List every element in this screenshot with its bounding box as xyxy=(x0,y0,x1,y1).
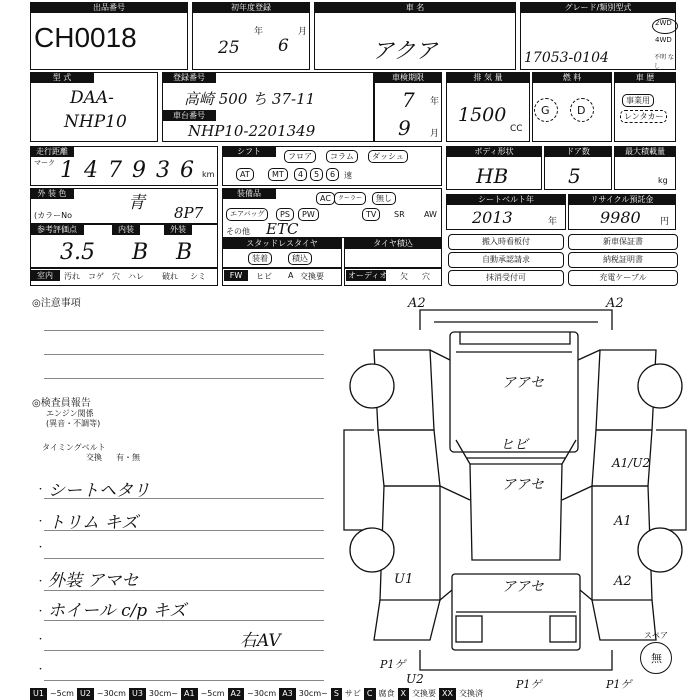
equip-pw: PW xyxy=(298,208,319,221)
grade-label: グレード/類別型式 xyxy=(520,2,676,13)
recycle-unit: 円 xyxy=(660,217,670,227)
shift-column: コラム xyxy=(326,150,358,163)
mark-trunk: アアセ xyxy=(502,579,544,595)
legend-code: U2 xyxy=(77,688,94,700)
drive-2wd-label: 2WD xyxy=(655,19,672,27)
color-code-value: 8P7 xyxy=(174,204,204,222)
audio-missing: 欠 xyxy=(400,272,408,281)
reg-month: 6 xyxy=(278,36,289,56)
color-label: 外 装 色 xyxy=(30,188,74,199)
type-line1: DAA- xyxy=(70,88,114,108)
recycle-label: リサイクル預託金 xyxy=(568,194,676,205)
inspection-month-unit: 月 xyxy=(430,129,440,139)
fw-replace: 交換要 xyxy=(300,272,324,281)
seatbelt-label: シートベルト年 xyxy=(446,194,566,205)
audio-label: オーディオ xyxy=(348,271,388,280)
drive-none-label: 不明 なし xyxy=(654,54,674,70)
legend-code: XX xyxy=(439,688,456,700)
note-item-5: ホイール c/p キズ xyxy=(48,601,187,621)
mark-front-left: A2 xyxy=(408,296,426,311)
legend-code: S xyxy=(331,688,342,700)
note-item-6: 右AV xyxy=(240,631,281,651)
body-value: HB xyxy=(476,164,509,188)
recycle-value: 9980 xyxy=(600,208,641,227)
displacement-unit: CC xyxy=(510,124,523,134)
doc-charge-cable: 充電ケーブル xyxy=(568,270,678,286)
note-item-4: 外装 アマセ xyxy=(48,571,139,591)
legend-text: サビ xyxy=(344,689,361,698)
model-name-label: 車 名 xyxy=(314,2,516,13)
mark-right-door-rear: A1 xyxy=(614,514,632,529)
exterior-label: 外装 xyxy=(164,224,192,235)
note-item-2: トリム キズ xyxy=(48,513,139,533)
mark-hood: アアセ xyxy=(502,375,544,391)
damage-legend xyxy=(30,688,486,700)
mark-rear-bumper-mid: U2 xyxy=(406,672,424,686)
shift-at: AT xyxy=(236,168,254,181)
displacement-label: 排 気 量 xyxy=(446,72,530,83)
inspection-month: 9 xyxy=(398,116,411,140)
report-title: ◎検査員報告 xyxy=(32,398,91,409)
seatbelt-value: 2013 xyxy=(472,208,513,227)
legend-code: C xyxy=(364,688,376,700)
fw-crack: ヒビ xyxy=(256,272,272,281)
shift-5: 5 xyxy=(310,168,323,181)
fw-label: FW xyxy=(224,270,248,281)
mileage-label: 走行距離 xyxy=(30,146,74,157)
stud-loaded: 積込 xyxy=(288,252,312,265)
legend-code: A2 xyxy=(228,688,245,700)
fuel-diesel: D xyxy=(577,104,586,117)
cabin-cond-3: ハレ xyxy=(128,272,144,281)
doc-cancel-accept: 抹消受付可 xyxy=(448,270,564,286)
interior-value: B xyxy=(132,240,149,265)
mark-rear-bumper-right: P1ゲ xyxy=(606,678,632,691)
exterior-value: B xyxy=(176,240,193,265)
timing-options: 有・無 xyxy=(116,453,140,462)
body-label: ボディ形状 xyxy=(446,146,542,157)
lot-number-label: 出品番号 xyxy=(30,2,188,13)
legend-text: 交換済 xyxy=(458,689,483,698)
shift-dash: ダッシュ xyxy=(368,150,408,163)
score-value: 3.5 xyxy=(60,240,95,265)
color-code-label: (カラーNo xyxy=(34,211,72,220)
equip-airbag: エアバッグ xyxy=(226,208,268,221)
mark-rear-bumper-left: P1ゲ xyxy=(380,658,406,671)
inspection-year-unit: 年 xyxy=(430,97,440,107)
shift-mt: MT xyxy=(268,168,288,181)
doc-auto-approval: 自動承認請求 xyxy=(448,252,564,268)
shift-4: 4 xyxy=(294,168,307,181)
legend-text: ~5cm xyxy=(200,689,225,698)
doors-value: 5 xyxy=(568,164,581,188)
timing-sub: 交換 xyxy=(86,453,102,462)
tire-label: タイヤ積込 xyxy=(344,238,442,249)
equip-other-label: その他 xyxy=(226,227,250,236)
equipment-label: 装備品 xyxy=(222,188,276,199)
chassis-value: NHP10-2201349 xyxy=(188,122,316,140)
reg-year: 25 xyxy=(218,38,240,58)
audio-hole: 穴 xyxy=(422,272,430,281)
shift-floor: フロア xyxy=(284,150,316,163)
inspection-label: 車検期限 xyxy=(374,72,442,83)
equip-ac: AC xyxy=(316,192,335,205)
legend-text: 30cm~ xyxy=(298,689,328,698)
legend-text: ~30cm xyxy=(247,689,277,698)
mileage-value: 147936 xyxy=(60,158,204,183)
equip-ps: PS xyxy=(276,208,294,221)
mark-windshield: ヒビ xyxy=(500,437,528,453)
legend-code: U3 xyxy=(129,688,146,700)
shift-speed: 速 xyxy=(344,171,352,180)
type-line2: NHP10 xyxy=(64,112,127,132)
color-value: 青 xyxy=(128,193,145,213)
doc-new-warranty: 新車保証書 xyxy=(568,234,678,250)
bullet-2: ・ xyxy=(36,517,46,527)
plate-label: 登録番号 xyxy=(162,72,216,83)
reg-year-unit: 年 xyxy=(254,27,264,37)
grade-value: 17053-0104 xyxy=(524,50,609,66)
shift-6: 6 xyxy=(326,168,339,181)
seatbelt-unit: 年 xyxy=(548,217,558,227)
usage-commercial: 事業用 xyxy=(622,94,654,107)
bullet-6: ・ xyxy=(36,635,46,645)
score-label: 参考評価点 xyxy=(30,224,84,235)
fuel-label: 燃 料 xyxy=(532,72,612,83)
cabin-label: 室内 xyxy=(30,270,60,281)
legend-code: A3 xyxy=(279,688,296,700)
spare-label: スペア xyxy=(644,631,668,640)
equip-cooler: クーラー xyxy=(334,192,366,205)
fuel-gas: G xyxy=(541,104,550,117)
bullet-3: ・ xyxy=(36,543,46,553)
legend-text: 腐食 xyxy=(378,689,395,698)
cabin-cond-4: 破れ xyxy=(162,272,178,281)
mark-right-door-front: A1/U2 xyxy=(612,456,651,470)
engine-label: エンジン関係 xyxy=(46,409,94,418)
model-name: アクア xyxy=(372,39,438,64)
inspection-year: 7 xyxy=(402,88,415,112)
bullet-7: ・ xyxy=(36,665,46,675)
bullet-5: ・ xyxy=(36,607,46,617)
mileage-sub: マーク xyxy=(34,159,55,167)
capacity-label: 最大積載量 xyxy=(614,146,676,157)
mark-front-right: A2 xyxy=(606,296,624,311)
stud-label: スタッドレスタイヤ xyxy=(222,238,342,249)
mileage-unit: km xyxy=(202,170,215,179)
type-label: 型 式 xyxy=(30,72,94,83)
spare-value: 無 xyxy=(651,652,662,665)
bullet-1: ・ xyxy=(36,485,46,495)
interior-label: 内装 xyxy=(112,224,140,235)
lot-number: CH0018 xyxy=(34,22,137,53)
fw-a: A xyxy=(288,271,294,280)
mark-rear-bumper-center: P1ゲ xyxy=(516,678,542,691)
equip-tv: TV xyxy=(362,208,380,221)
chassis-label: 車台番号 xyxy=(162,110,216,121)
reg-month-unit: 月 xyxy=(298,27,308,37)
mark-right-rear: A2 xyxy=(614,574,632,589)
plate-value: 高崎 500 ち 37-11 xyxy=(184,90,316,108)
cabin-cond-0: 汚れ xyxy=(64,272,80,281)
doc-tax-cert: 納税証明書 xyxy=(568,252,678,268)
equip-sr: SR xyxy=(394,210,405,219)
note-item-1: シートヘタリ xyxy=(48,481,150,501)
bullet-4: ・ xyxy=(36,577,46,587)
legend-text: ~5cm xyxy=(49,689,74,698)
legend-text: ~30cm xyxy=(96,689,126,698)
cabin-cond-5: シミ xyxy=(190,272,206,281)
drive-4wd-label: 4WD xyxy=(655,36,672,44)
shift-label: シフト xyxy=(222,146,276,157)
doc-signboard: 搬入時看板付 xyxy=(448,234,564,250)
caution-title: ◎注意事項 xyxy=(32,298,81,309)
legend-code: A1 xyxy=(181,688,198,700)
displacement-value: 1500 xyxy=(458,104,507,126)
stud-fitted: 装着 xyxy=(248,252,272,265)
mark-roof: アアセ xyxy=(502,477,544,493)
usage-label: 車 歴 xyxy=(614,72,676,83)
equip-other-value: ETC xyxy=(266,220,299,238)
cabin-cond-2: 穴 xyxy=(112,272,120,281)
capacity-unit: kg xyxy=(658,176,668,185)
usage-rental: レンタカー xyxy=(620,110,667,123)
legend-code: X xyxy=(398,688,409,700)
legend-text: 30cm~ xyxy=(148,689,178,698)
engine-sub: (異音・不調等) xyxy=(46,419,101,428)
legend-code: U1 xyxy=(30,688,47,700)
doors-label: ドア数 xyxy=(544,146,612,157)
equip-none: 無し xyxy=(372,192,396,205)
cabin-cond-1: コゲ xyxy=(88,272,104,281)
first-registration-label: 初年度登録 xyxy=(192,2,310,13)
mark-left-rear: U1 xyxy=(394,572,414,587)
equip-aw: AW xyxy=(424,210,437,219)
legend-text: 交換要 xyxy=(411,689,436,698)
timing-label: タイミングベルト xyxy=(42,443,106,452)
